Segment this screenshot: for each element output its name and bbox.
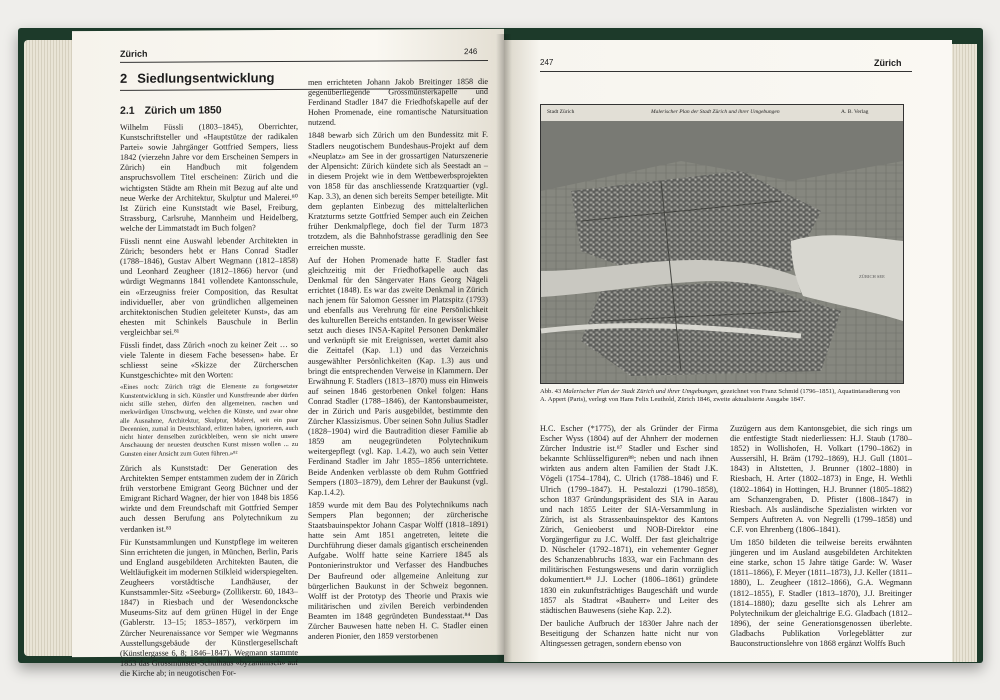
paragraph: Füssli nennt eine Auswahl lebender Architekten in Zürich; besonders hebt er Hans Conrad Stadler (1788–1846), Gustav Albert Wegmann (1812–1858) und Leonhard Zeugheer (1812–1866) hervor (und würdigt Wegmanns 1841 vollendete Kantonsschule, ein «Erzeugniss freier Composition, das Resultat individueller, aber von gründlichen allgemeinen architektonischen Studien geleiteter Kunst», das am ehesten mit Schinkels Bauschule in Berlin vergleichbar sei.⁸¹ bbox=[120, 235, 298, 337]
map-title-left: Stadt Zürich bbox=[547, 109, 575, 115]
map-title-strip bbox=[541, 105, 903, 122]
block-quote: «Eines noch: Zürich trägt die Elemente zu fortgesetzter Kunstentwicklung in sich. Künstler und Kunstfreunde aber dürfen nicht stille stehen, dürfen den allgemeinen, raschen und merkwürdigen Umschwung, welchen die Künste, und zwar ohne alle Ausnahme, Architektur, Skulptur, Malerei, seit ein paar Decennien, zumal in Deutschland, erlitten haben, ignorieren, auch nicht hinter demselben zurückbleiben, wenn sie nicht unsere Anschauung der neuesten deutschen Kunst missen wollen ... zu Gunsten einer Ansicht zum Guten führen.»⁸² bbox=[120, 383, 298, 458]
chapter-title: Siedlungsentwicklung bbox=[137, 70, 275, 86]
chapter-number: 2 bbox=[120, 70, 128, 86]
paragraph: 1848 bewarb sich Zürich um den Bundessitz mit F. Stadlers neugotischem Bundeshaus-Projekt auf dem «Neuplatz» am See in der grossartigen Naturszenerie der Alpensicht: Zürich kündete sich als Seestadt an – in diesem Projekt wie in dem Wettbewerbsprojekten von 1858 für das anschliessende Kratzquartier (vgl. Kap. 3.3), an denen sich bereits Semper beteiligte. Mit dem geplanten Einbezug des mittelalterlichen Kratzturms setzte Gottfried Semper auch ein Zeichen früher Denkmalpflege, doch fiel der Turm 1873 trotzdem, als die Bahnhofstrasse geradlinig den See erreichen musste. bbox=[308, 130, 488, 252]
right-page bbox=[504, 40, 952, 662]
historic-map-illustration bbox=[540, 104, 904, 384]
paragraph: Um 1850 bildeten die teilweise bereits erwähnten jüngeren und im Ausland ausgebildeten Architekten eine starke, schon 15 Jahre tätige Garde: W. Waser (1811–1866), F. Meyer (1811–1873), J.J. Keller (1811–1880), L. Zeugheer (1812–1866), G.A. Wegmann (1812–1855), F. Stadler (1813–1870), J.J. Breitinger (1814–1880); dazu gesellte sich als Lehrer am Polytechnikum der gleichaltrige E.G. Gladbach (1812–1896), der seine Generationsgenossen überlebte. Gladbachs Publikation Vorlegeblätter zur Bauconstructionslehre von 1868 ergänzt Wolffs Buch bbox=[730, 538, 912, 648]
page-number-right: 247 bbox=[540, 58, 554, 67]
figure-number: Abb. 43 bbox=[540, 388, 562, 395]
right-page-column-1 bbox=[540, 424, 718, 656]
paragraph: Wilhelm Füssli (1803–1845), Oberrichter, Kunstschriftsteller und «Hauptstütze der radikalen Partei» sowie Jahrgänger Gottfried Sempers, liess 1842 (vierzehn Jahre vor dem Erscheinen Sempers in Zürich) ein Handbuch mit folgendem anspruchsvollem Titel erscheinen: Zürich und die wichtigsten Städte am Rhein mit Bezug auf alte und neue Werke der Architektur, Skulptur und Malerei.⁸⁰ Ist Zürich eine Kunststadt wie Basel, Freiburg, Strassburg, Carlsruhe, Mannheim und Heidelberg, welche der Limmatstadt im Buch folgen? bbox=[120, 121, 298, 233]
chapter-heading bbox=[120, 70, 274, 86]
map-drawing bbox=[541, 121, 903, 383]
left-page bbox=[72, 29, 504, 678]
page-number-left: 246 bbox=[464, 47, 478, 57]
paragraph: 1859 wurde mit dem Bau des Polytechnikums nach Sempers Plan begonnen; der zürcherische Staatsbauinspektor Johann Caspar Wolff (1818–1891) hatte sein Amt 1851 angetreten, leitete die Durchführung dieser damals gigantisch erscheinenden Aufgabe. Wolff hatte seine Karriere 1845 als Pontonierinstruktor und Verfasser des Handbuches Der Baufreund oder allgemeine Anleitung zur bürgerlichen Baukunst in der Schweiz begonnen. Wolff ist der Prototyp des Theorie und Praxis wie militärischen und zivilen Bereich verbindenden Beamten im 1848 gegründeten Bundesstaat.⁸⁴ Das Zürcher Bauwesen hatte neben H. C. Stadler einen anderen Pionier, den 1859 verstorbenen bbox=[308, 499, 488, 641]
header-rule-left bbox=[120, 60, 488, 63]
paragraph: Der bauliche Aufbruch der 1830er Jahre nach der Beseitigung der Schanzen hatte nicht nur von Altingsessen getragen, sondern ebenso von bbox=[540, 618, 718, 648]
figure-caption-text: gezeichnet von Franz Schmid (1796–1851), Aquatintaradierung von A. Appert (Paris), verlegt von Hans Felix Leuthold, Zürich 1846, zweite aktualisierte Ausgabe 1847. bbox=[540, 388, 900, 404]
map-title: Malerischer Plan der Stadt Zürich und ihrer Umgebungen bbox=[651, 109, 780, 115]
paragraph: H.C. Escher (*1775), der als Gründer der Firma Escher Wyss (1804) auf der Ahnherr der modernen Zürcher Industrie ist.⁸⁷ Stadler und Escher sind bekannte Schlüsselfiguren⁸⁸; neben und nach ihnen wirkten aus andern alten Familien der Stadt J.K. Vögeli (1754–1784), C. Ulrich (1788–1846) und F. Ulrich (1799–1847). H. Pestalozzi (1790–1858), schon 1837 Gründungspräsident des SIA in Aarau und nach 1855 Leiter der SIA-Versammlung in Zürich, ist als Strassenbauinspektor des Kantons Zürich, Genieoberst und NOB-Direktor eine Vorgängerfigur zu J.C. Wolff. Der fast gleichaltrige D. Nüscheler (1792–1871), ein vehementer Gegner des Schanzenabbruchs 1833, war ein Fachmann des militärischen Festungswesens und darin vorzüglich dokumentiert.⁸⁹ J.J. Locher (1806–1861) gründete 1830 ein zukunftsträchtiges Baugeschäft und wurde 1857 als Stadtrat «Bauherr» und Leiter des städtischen Bauwesens (siehe Kap. 2.2). bbox=[540, 424, 718, 615]
paragraph: Für Kunstsammlungen und Kunstpflege im weiteren Sinn errichteten die jungen, in München, Berlin, Paris und England ausgebildeten Architekten Bauten, die Weltläufigkeit im modernen Stilkleid widerspiegelten. Zeugheers vorstädtische Landhäuser, der Kunstsammler-Sitz «Seeburg» (Zollikerstr. 60, 1843–1847) in Riesbach und der Wesendoncksche Museums-Sitz auf dem grünen Hügel in der Enge (Gablerstr. 13–15; 1853–1857), verkörpern im Zürcher Neurenaissance vor Semper wie Wegmanns Ausstellungsgebäude der Künstlergesellschaft (Künstlergasse 6, 8; 1846–1847). Wegmann stammte 1853 das Grossmünster-Schulhaus «byzantinisch» auf die Kirche ab; in neugotischen For- bbox=[120, 536, 298, 678]
section-heading bbox=[120, 104, 222, 117]
map-lake-label: ZÜRICH SEE bbox=[859, 274, 885, 279]
running-head-right: Zürich bbox=[874, 58, 902, 68]
paragraph: men errichteten Johann Jakob Breitinger 1858 die gegenüberliegende Grossmünsterkapelle und Ferdinand Stadler 1847 die Friedhofskapelle auf der Hohen Promenade, eine romantische Natursituation nutzend. bbox=[308, 76, 488, 128]
right-page-column-2 bbox=[730, 424, 912, 656]
figure-title: Malerischer Plan der Stadt Zürich und ihrer Umgebungen, bbox=[562, 388, 719, 395]
running-head-left: Zürich bbox=[120, 48, 148, 59]
paragraph: Auf der Hohen Promenade hatte F. Stadler fast gleichzeitig mit der Friedhofkapelle auch das Denkmal für den Sängervater Hans Georg Nägeli errichtet (1848). Es war das zweite Denkmal in Zürich nach jenem für Salomon Gessner im Platzspitz (1793) und ebenfalls aus Verehrung für eine Persönlichkeit des kulturellen Bereichs entstanden. In gewisser Weise setzt auch dieses INSA-Kapitel Personen Denkmäler und verknüpft sie mit Ereignissen, wertet damit also die Zeittafel (Kap. 1.1) und das Verzeichnis ausgewählter Persönlichkeiten (Kap. 1.3) aus und bringt die entsprechenden Verweise in Klammern. Der Erwähnung F. Stadlers (1813–1870) muss ein Hinweis auf seinen 1846 gestorbenen Onkel folgen: Hans Conrad Stadler (1788–1846), der Kantonsbaumeister, der in Zürich und Paris ausgebildet, bestimmte den Zürcher Klassizismus. Über seinen Sohn Julius Stadler (1828–1904) wird die Bautradition dieser Familie ab 1859 am neugegründeten Polytechnikum weitergepflegt (vgl. Kap. 1.4.2), wo auch sein Vetter Ferdinand Stadler im Jahr 1855–1856 unterrichtete. Beide Andenken verblasste ob dem Ruhm Gottfried Sempers (1803–1879), dem Lehrer der Baukunst (vgl. Kap.1.4.2). bbox=[308, 254, 488, 497]
left-page-column-1 bbox=[120, 121, 298, 678]
page-edges-left bbox=[24, 40, 76, 656]
section-number: 2.1 bbox=[120, 104, 135, 117]
section-title: Zürich um 1850 bbox=[144, 104, 222, 117]
book-gutter-shadow bbox=[496, 34, 512, 662]
map-title-right: A. B. Verlag bbox=[841, 109, 869, 115]
left-page-column-2 bbox=[308, 77, 488, 650]
paragraph: Zürich als Kunststadt: Der Generation des Architekten Semper entstammen zudem der in Zürich früh verstorbene Emigrant Georg Büchner und der Emigrant Richard Wagner, der hier von 1848 bis 1856 wirkte und dem Freundschaft mit Gottfried Semper auch dessen Berufung ans Polytechnikum zu verdanken ist.⁸³ bbox=[120, 462, 298, 534]
paragraph: Zuzügern aus dem Kantonsgebiet, die sich rings um die entfestigte Stadt niederliessen: H.J. Staub (1780–1852) in Wollishofen, H. Volkart (1790–1862) in Aussersihl, H. Bräm (1792–1869), H.J. Gull (1801–1843) in Altstetten, J. Brunner (1802–1880) in Riesbach, H. Arter (1802–1873) in Enge, H. Wethli (1802–1864) in Hottingen, H.J. Brunner (1805–1882) am Schanzengraben, D. Pfister (1808–1847) in Riesbach. Als ausländische Spezialisten wirkten vor Sempers Auftreten A. von Negrelli (1799–1858) und C.F. von Ehrenberg (1806–1841). bbox=[730, 424, 912, 534]
header-rule-right bbox=[540, 71, 912, 72]
paragraph: Füssli findet, dass Zürich «noch zu keiner Zeit … so viele Talente in diesem Fache besessen» habe. Er schliesst seine «Skizze der Zürcherschen Kunstgeschichte» mit den Worten: bbox=[120, 339, 298, 381]
figure-caption bbox=[540, 388, 902, 404]
